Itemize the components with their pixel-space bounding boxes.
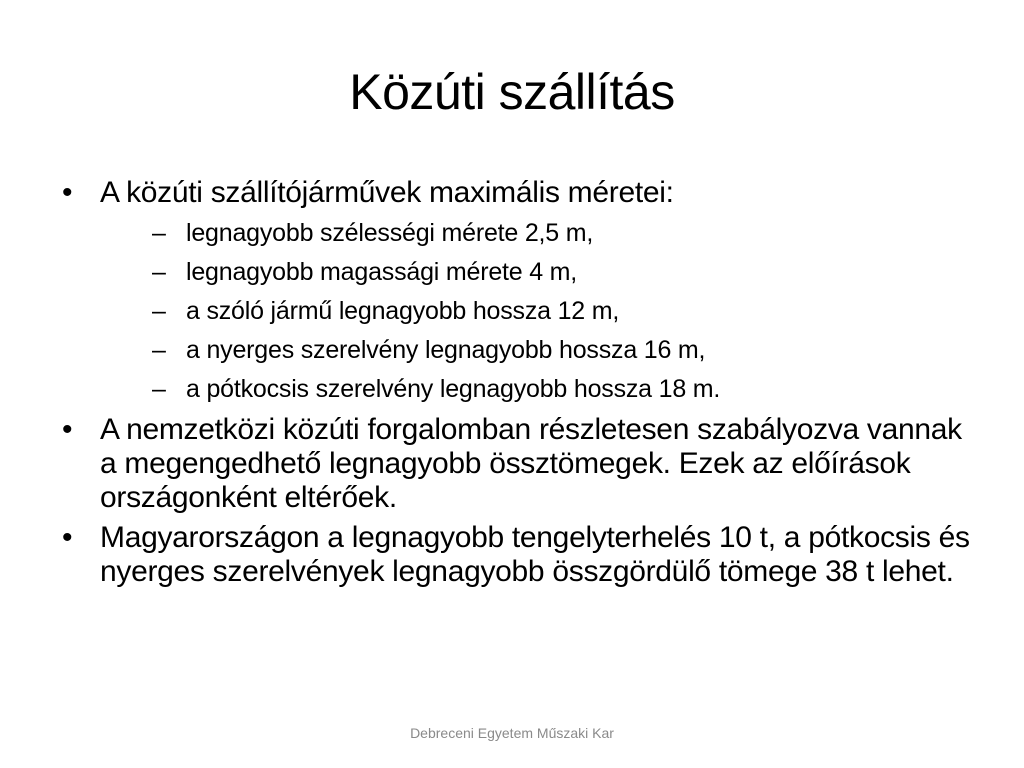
slide-footer: Debreceni Egyetem Műszaki Kar (410, 725, 614, 741)
sub-item (100, 374, 980, 404)
bullet-text: A közúti szállítójárművek maximális méretei: (100, 176, 674, 209)
sub-marker: – (152, 219, 166, 247)
sub-marker: – (152, 336, 166, 364)
sub-item-text: legnagyobb szélességi mérete 2,5 m, (186, 219, 594, 247)
sub-item-text: a pótkocsis szerelvény legnagyobb hossza 18 m. (186, 375, 721, 403)
bullet-text: Magyarországon a legnagyobb tengelyterhelés 10 t, a pótkocsis és nyerges szerelvények legnagyobb összgördülő tömege 38 t lehet. (100, 521, 970, 588)
slide-content (60, 176, 980, 589)
sub-item-text: legnagyobb magassági mérete 4 m, (186, 258, 578, 286)
slide-title: Közúti szállítás (349, 64, 675, 120)
bullet-marker: • (62, 413, 73, 446)
sub-list (100, 218, 980, 404)
bullet-marker: • (62, 521, 73, 554)
sub-item (100, 218, 980, 248)
sub-item (100, 296, 980, 326)
bullet-item (60, 176, 980, 404)
sub-marker: – (152, 258, 166, 286)
sub-marker: – (152, 297, 166, 325)
bullet-marker: • (62, 176, 73, 209)
sub-item (100, 257, 980, 287)
sub-marker: – (152, 375, 166, 403)
sub-item-text: a szóló jármű legnagyobb hossza 12 m, (186, 297, 620, 325)
bullet-text: A nemzetközi közúti forgalomban részletesen szabályozva vannak a megengedhető legnagyobb össztömegek. Ezek az előírások országonként eltérőek. (100, 413, 962, 514)
sub-item (100, 335, 980, 365)
sub-item-text: a nyerges szerelvény legnagyobb hossza 16 m, (186, 336, 706, 364)
bullet-item (60, 521, 980, 589)
bullet-item (60, 413, 980, 515)
